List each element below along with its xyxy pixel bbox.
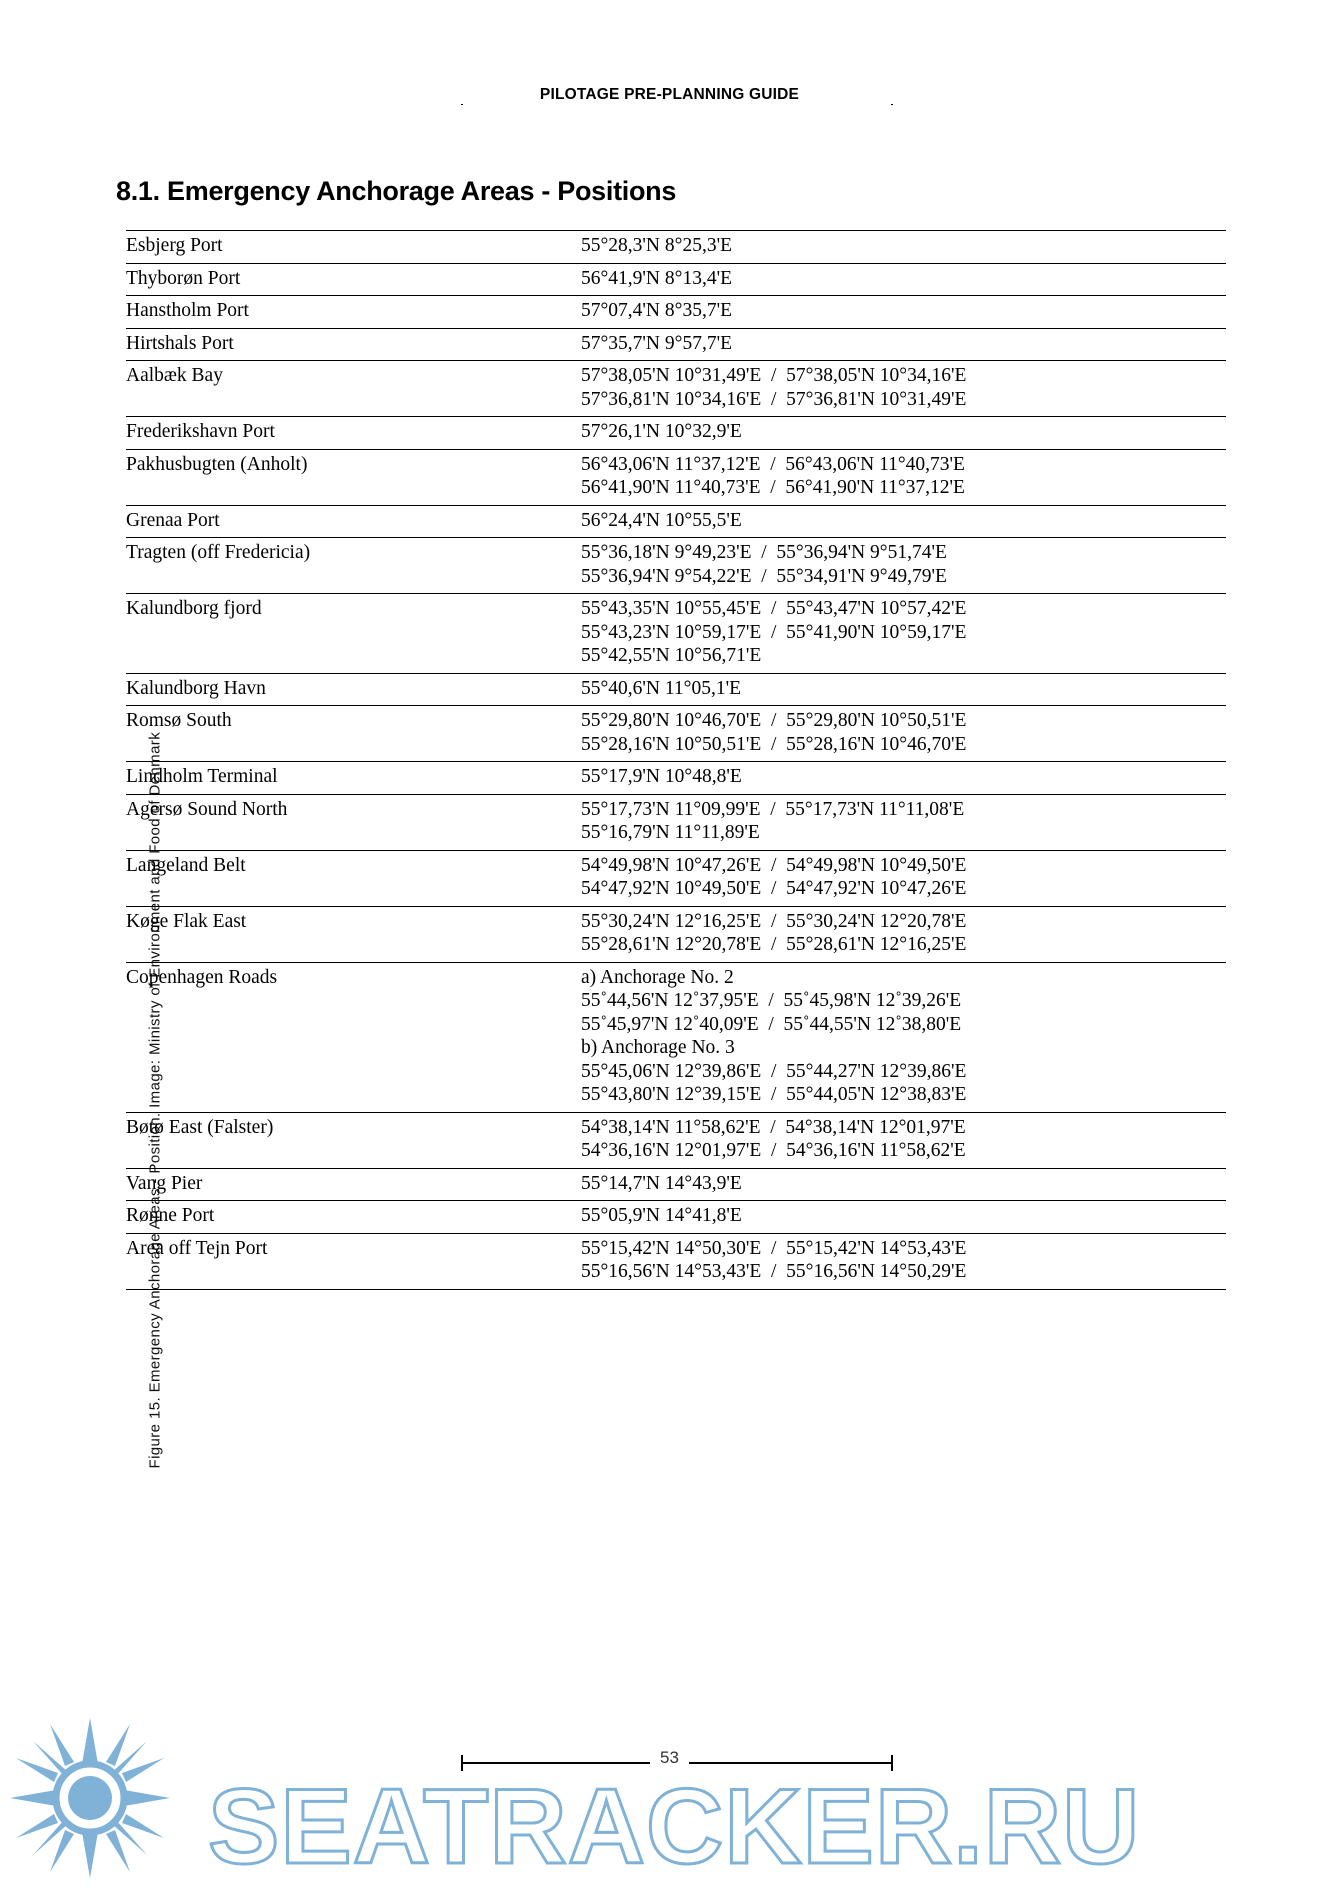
anchorage-coordinates-cell (581, 850, 1226, 906)
anchorage-name-cell: Romsø South (126, 706, 581, 762)
coordinate-line: 54°36,16'N 12°01,97'E / 54°36,16'N 11°58,62'E (581, 1140, 966, 1161)
running-header (0, 86, 1339, 104)
anchorage-coordinates-cell (581, 1233, 1226, 1289)
coordinate-line: a) Anchorage No. 2 (581, 966, 734, 988)
anchorage-name-cell: Thyborøn Port (126, 263, 581, 296)
anchorage-coordinates-cell (581, 1168, 1226, 1201)
anchorage-name-cell: Kalundborg Havn (126, 673, 581, 706)
coordinate-line: 55°17,9'N 10°48,8'E (581, 766, 742, 787)
anchorage-table-wrapper (126, 230, 1226, 1290)
anchorage-coordinates-cell (581, 794, 1226, 850)
anchorage-name-cell: Grenaa Port (126, 505, 581, 538)
anchorage-name-cell: Tragten (off Fredericia) (126, 538, 581, 594)
anchorage-name-cell: Aalbæk Bay (126, 361, 581, 417)
coordinate-line: 55°40,6'N 11°05,1'E (581, 677, 742, 699)
coordinate-line: 56°41,90'N 11°40,73'E / 56°41,90'N 11°37,12'E (581, 477, 965, 498)
table-row (126, 706, 1226, 762)
table-row (126, 1233, 1226, 1289)
coordinate-line: 56°41,9'N 8°13,4'E (581, 267, 732, 289)
coordinate-line: 55°43,35'N 10°55,45'E / 55°43,47'N 10°57,42'E (581, 598, 967, 619)
coordinate-line: 55°17,73'N 11°09,99'E / 55°17,73'N 11°11,08'E (581, 798, 965, 820)
table-row (126, 906, 1226, 962)
anchorage-name-cell: Frederikshavn Port (126, 417, 581, 450)
anchorage-name-cell: Bøtø East (Falster) (126, 1112, 581, 1168)
coordinate-line: 57°07,4'N 8°35,7'E (581, 300, 732, 321)
anchorage-name-cell: Lindholm Terminal (126, 762, 581, 795)
coordinate-line: 55°43,80'N 12°39,15'E / 55°44,05'N 12°38,83'E (581, 1084, 967, 1105)
anchorage-name-cell: Pakhusbugten (Anholt) (126, 449, 581, 505)
table-row (126, 231, 1226, 264)
table-row (126, 962, 1226, 1112)
coordinate-line: 55°15,42'N 14°50,30'E / 55°15,42'N 14°53,43'E (581, 1237, 967, 1259)
figure-caption: Figure 15. Emergency Anchorage Areas - Position. Image: Ministry of Environment and Food of Denmark (146, 731, 164, 1469)
anchorage-coordinates-cell (581, 263, 1226, 296)
coordinate-line: 55˚44,56'N 12˚37,95'E / 55˚45,98'N 12˚39,26'E (581, 990, 962, 1011)
sun-burst-icon (10, 1718, 170, 1878)
page-number-text: 53 (650, 1748, 689, 1767)
anchorage-coordinates-cell (581, 594, 1226, 674)
anchorage-name-cell: Area off Tejn Port (126, 1233, 581, 1289)
anchorage-coordinates-cell (581, 417, 1226, 450)
coordinate-line: 55°28,16'N 10°50,51'E / 55°28,16'N 10°46,70'E (581, 733, 967, 755)
coordinate-line: 55°28,3'N 8°25,3'E (581, 235, 732, 256)
coordinate-line: 57°35,7'N 9°57,7'E (581, 332, 732, 354)
anchorage-name-cell: Copenhagen Roads (126, 962, 581, 1112)
table-row (126, 449, 1226, 505)
coordinate-line: 55°29,80'N 10°46,70'E / 55°29,80'N 10°50,51'E (581, 710, 967, 731)
anchorage-coordinates-cell (581, 361, 1226, 417)
anchorage-name-cell: Langeland Belt (126, 850, 581, 906)
page-number (0, 1748, 1339, 1768)
anchorage-coordinates-cell (581, 328, 1226, 361)
coordinate-line: 54°38,14'N 11°58,62'E / 54°38,14'N 12°01,97'E (581, 1116, 966, 1138)
anchorage-coordinates-cell (581, 762, 1226, 795)
table-row (126, 1201, 1226, 1234)
anchorage-name-cell: Agersø Sound North (126, 794, 581, 850)
table-row (126, 794, 1226, 850)
coordinate-line: 55°30,24'N 12°16,25'E / 55°30,24'N 12°20,78'E (581, 910, 967, 932)
anchorage-coordinates-cell (581, 706, 1226, 762)
coordinate-line: 57°26,1'N 10°32,9'E (581, 421, 742, 442)
anchorage-name-cell: Vang Pier (126, 1168, 581, 1201)
coordinate-line: 55°05,9'N 14°41,8'E (581, 1205, 742, 1226)
coordinate-line: 55°36,94'N 9°54,22'E / 55°34,91'N 9°49,79'E (581, 565, 947, 587)
coordinate-line: 54°49,98'N 10°47,26'E / 54°49,98'N 10°49,50'E (581, 854, 967, 876)
table-row (126, 328, 1226, 361)
anchorage-name-cell: Rønne Port (126, 1201, 581, 1234)
table-row (126, 1168, 1226, 1201)
coordinate-line: 57°36,81'N 10°34,16'E / 57°36,81'N 10°31,49'E (581, 388, 967, 410)
anchorage-coordinates-cell (581, 673, 1226, 706)
table-row (126, 594, 1226, 674)
table-row (126, 762, 1226, 795)
coordinate-line: 55˚45,97'N 12˚40,09'E / 55˚44,55'N 12˚38,80'E (581, 1013, 962, 1035)
page-title: 8.1. Emergency Anchorage Areas - Positions (116, 176, 677, 207)
watermark-text: SEATRACKER.RU (208, 1766, 1141, 1886)
coordinate-line: 55°28,61'N 12°20,78'E / 55°28,61'N 12°16,25'E (581, 934, 967, 955)
anchorage-name-cell: Kalundborg fjord (126, 594, 581, 674)
table-row (126, 296, 1226, 329)
coordinate-line: b) Anchorage No. 3 (581, 1037, 735, 1058)
anchorage-name-cell: Hanstholm Port (126, 296, 581, 329)
watermark (0, 1700, 1339, 1890)
table-row (126, 505, 1226, 538)
anchorage-name-cell: Køge Flak East (126, 906, 581, 962)
running-header-text: PILOTAGE PRE-PLANNING GUIDE (532, 86, 807, 103)
anchorage-coordinates-cell (581, 231, 1226, 264)
table-row (126, 538, 1226, 594)
table-row (126, 673, 1226, 706)
coordinate-line: 55°43,23'N 10°59,17'E / 55°41,90'N 10°59,17'E (581, 621, 967, 643)
anchorage-name-cell: Hirtshals Port (126, 328, 581, 361)
table-body (126, 231, 1226, 1290)
coordinate-line: 56°24,4'N 10°55,5'E (581, 509, 742, 531)
coordinate-line: 54°47,92'N 10°49,50'E / 54°47,92'N 10°47,26'E (581, 878, 967, 899)
coordinate-line: 56°43,06'N 11°37,12'E / 56°43,06'N 11°40,73'E (581, 453, 965, 475)
table-row (126, 361, 1226, 417)
anchorage-coordinates-cell (581, 1112, 1226, 1168)
coordinate-line: 57°38,05'N 10°31,49'E / 57°38,05'N 10°34,16'E (581, 365, 967, 386)
anchorage-coordinates-cell (581, 1201, 1226, 1234)
coordinate-line: 55°45,06'N 12°39,86'E / 55°44,27'N 12°39,86'E (581, 1060, 967, 1082)
coordinate-line: 55°14,7'N 14°43,9'E (581, 1172, 742, 1194)
anchorage-coordinates-cell (581, 906, 1226, 962)
anchorage-coordinates-cell (581, 538, 1226, 594)
coordinate-line: 55°16,56'N 14°53,43'E / 55°16,56'N 14°50,29'E (581, 1261, 967, 1282)
anchorage-coordinates-cell (581, 505, 1226, 538)
anchorage-name-cell: Esbjerg Port (126, 231, 581, 264)
anchorage-coordinates-cell (581, 449, 1226, 505)
coordinate-line: 55°42,55'N 10°56,71'E (581, 645, 762, 666)
anchorage-coordinates-cell (581, 296, 1226, 329)
table-row (126, 850, 1226, 906)
coordinate-line: 55°36,18'N 9°49,23'E / 55°36,94'N 9°51,74'E (581, 542, 947, 563)
anchorage-coordinates-cell (581, 962, 1226, 1112)
anchorage-positions-table (126, 230, 1226, 1290)
table-row (126, 417, 1226, 450)
table-row (126, 1112, 1226, 1168)
table-row (126, 263, 1226, 296)
coordinate-line: 55°16,79'N 11°11,89'E (581, 822, 760, 843)
